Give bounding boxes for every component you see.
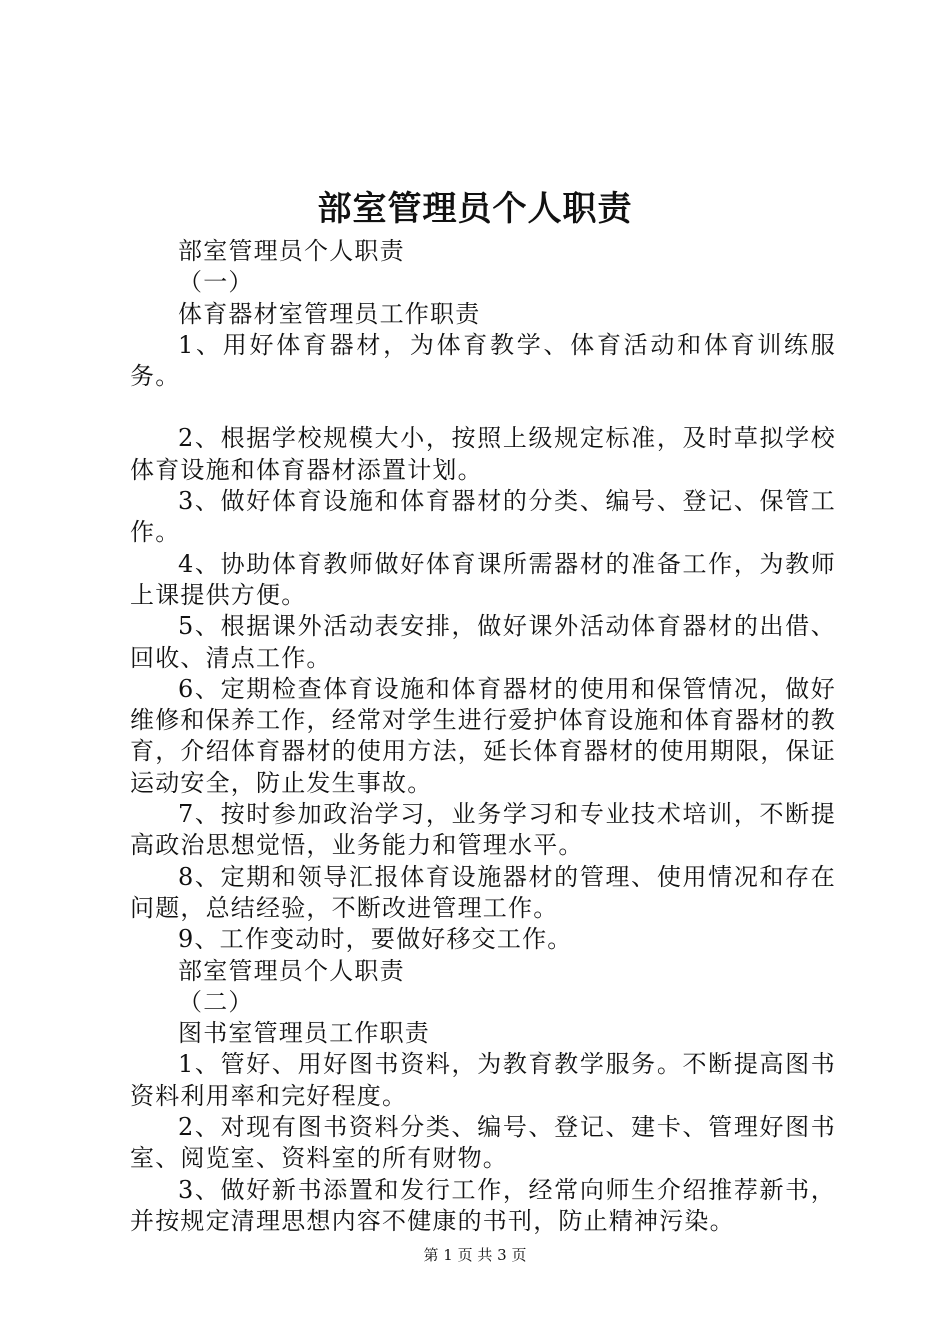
duty-item: 1、用好体育器材，为体育教学、体育活动和体育训练服务。 (130, 330, 836, 391)
duty-item: 7、按时参加政治学习，业务学习和专业技术培训，不断提高政治思想觉悟，业务能力和管理水平。 (130, 800, 836, 860)
duty-item: 2、根据学校规模大小，按照上级规定标准，及时草拟学校体育设施和体育器材添置计划。 (130, 424, 836, 484)
section-number: （一） (178, 268, 254, 297)
duty-item: 5、根据课外活动表安排，做好课外活动体育器材的出借、回收、清点工作。 (130, 612, 836, 672)
duty-item: 6、定期检查体育设施和体育器材的使用和保管情况，做好维修和保养工作，经常对学生进行爱护体育设施和体育器材的教育，介绍体育器材的使用方法，延长体育器材的使用期限，保证运动安全，防止发生事故。 (130, 674, 836, 797)
duty-item: 3、做好体育设施和体育器材的分类、编号、登记、保管工作。 (130, 487, 836, 547)
duty-item: 9、工作变动时，要做好移交工作。 (178, 925, 573, 954)
section-heading: 部室管理员个人职责 (178, 237, 405, 265)
section-subtitle: 体育器材室管理员工作职责 (178, 299, 481, 328)
duty-item: 3、做好新书添置和发行工作，经常向师生介绍推荐新书，并按规定清理思想内容不健康的书刊，防止精神污染。 (130, 1175, 836, 1235)
document-body (130, 236, 836, 1237)
page-footer: 第 1 页 共 3 页 (423, 1246, 527, 1264)
section-subtitle: 图书室管理员工作职责 (178, 1019, 430, 1048)
duty-item: 4、协助体育教师做好体育课所需器材的准备工作，为教师上课提供方便。 (130, 549, 836, 609)
duty-item: 1、管好、用好图书资料，为教育教学服务。不断提高图书资料利用率和完好程度。 (130, 1050, 836, 1110)
section-number: （二） (178, 987, 254, 1016)
duty-item: 8、定期和领导汇报体育设施器材的管理、使用情况和存在问题，总结经验，不断改进管理工作。 (130, 862, 836, 922)
duty-item: 2、对现有图书资料分类、编号、登记、建卡、管理好图书室、阅览室、资料室的所有财物。 (130, 1113, 836, 1173)
document-title: 部室管理员个人职责 (317, 189, 633, 229)
section-heading: 部室管理员个人职责 (178, 956, 405, 985)
